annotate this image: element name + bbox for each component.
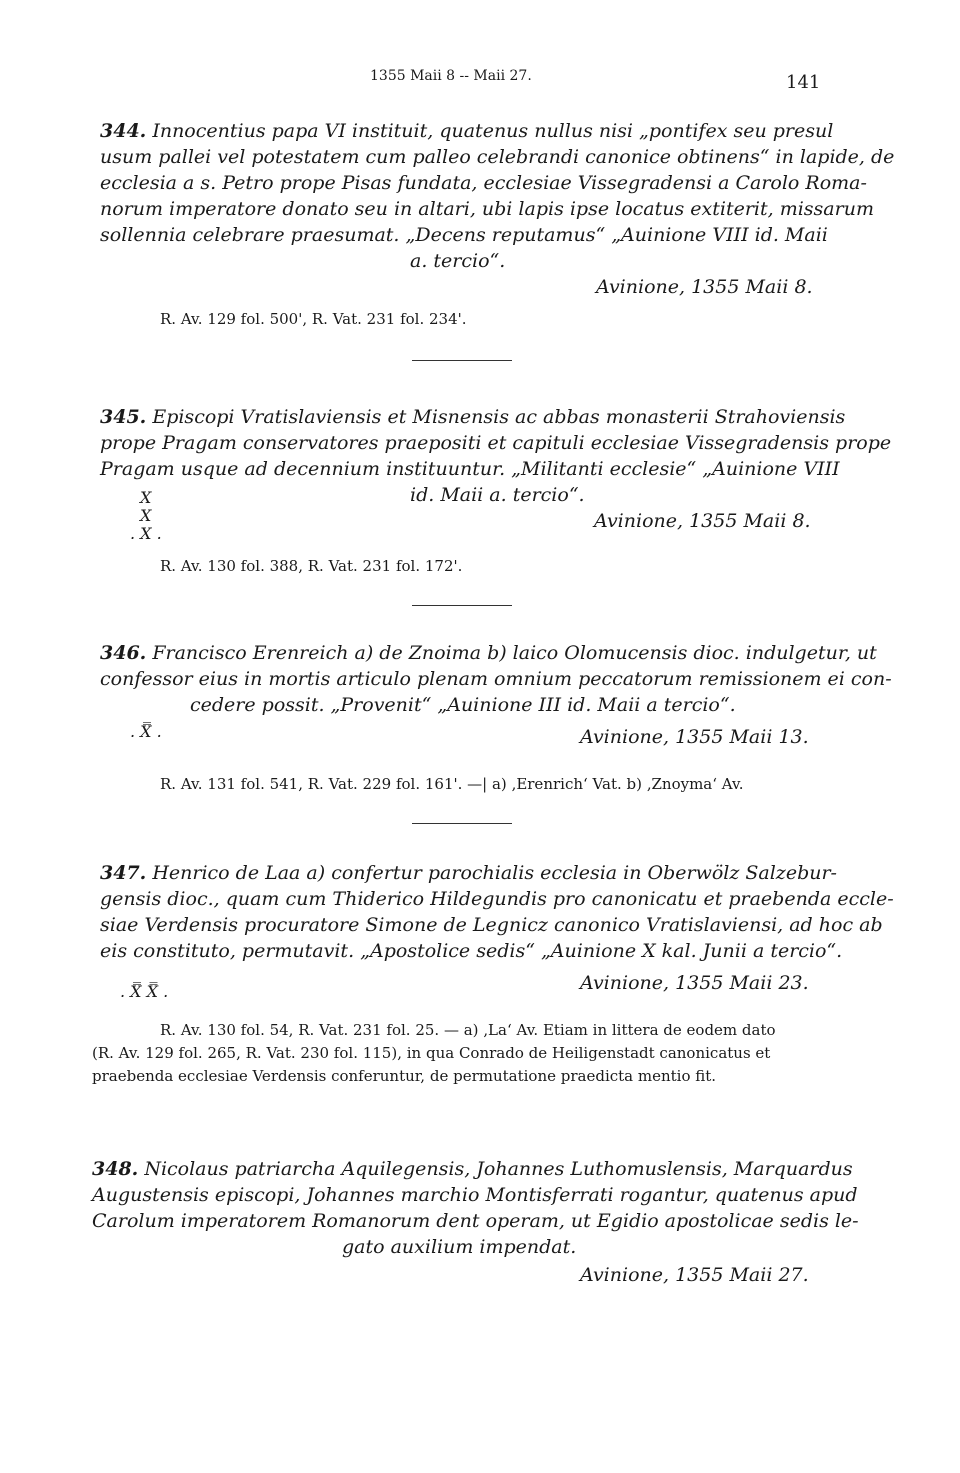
running-title: 1355 Maii 8 -- Maii 27. xyxy=(370,68,532,84)
entry-345-sources: R. Av. 130 fol. 388, R. Vat. 231 fol. 172'. xyxy=(160,557,463,575)
entry-344-line-5: sollennia celebrare praesumat. „Decens reputamus“ „Auinione VIII id. Maii xyxy=(100,224,828,246)
entry-346-line-1: 346. Francisco Erenreich a) de Znoima b) laico Olomucensis dioc. indulgetur, ut xyxy=(100,642,877,664)
entry-number: 348. xyxy=(92,1158,139,1180)
separator-rule xyxy=(412,605,512,606)
marginal-mark: X xyxy=(140,488,152,507)
entry-347-sources-line-2: (R. Av. 129 fol. 265, R. Vat. 230 fol. 115), in qua Conrado de Heiligenstadt canonicatus et xyxy=(92,1044,771,1062)
entry-344-line-2: usum pallei vel potestatem cum palleo celebrandi canonice obtinens“ in lapide, de xyxy=(100,146,895,168)
entry-number: 347. xyxy=(100,862,147,884)
entry-344-line-4: norum imperatore donato seu in altari, ubi lapis ipse locatus extiterit, missarum xyxy=(100,198,874,220)
entry-number: 346. xyxy=(100,642,147,664)
separator-rule xyxy=(412,823,512,824)
marginal-mark: X xyxy=(140,506,152,525)
entry-345-centered-line: id. Maii a. tercio“. xyxy=(410,484,585,506)
separator-rule xyxy=(412,360,512,361)
entry-345-line-3: Pragam usque ad decennium instituuntur. „Militanti ecclesie“ „Auinione VIII xyxy=(100,458,840,480)
marginal-mark: . X̿ X̿ . xyxy=(120,982,169,1001)
entry-347-line-1: 347. Henrico de Laa a) confertur parochialis ecclesia in Oberwölz Salzebur- xyxy=(100,862,837,884)
entry-344-centered-line: a. tercio“. xyxy=(410,250,506,272)
entry-345-line-1: 345. Episcopi Vratislaviensis et Misnensis ac abbas monasterii Strahoviensis xyxy=(100,406,846,428)
entry-347-sources-line-3: praebenda ecclesiae Verdensis conferuntur, de permutatione praedicta mentio fit. xyxy=(92,1067,717,1085)
entry-347-line-4: eis constituto, permutavit. „Apostolice sedis“ „Auinione X kal. Junii a tercio“. xyxy=(100,940,843,962)
entry-348-line-2: Augustensis episcopi, Johannes marchio Montisferrati rogantur, quatenus apud xyxy=(92,1184,858,1206)
entry-number: 345. xyxy=(100,406,147,428)
entry-348-line-3: Carolum imperatorem Romanorum dent operam, ut Egidio apostolicae sedis le- xyxy=(92,1210,859,1232)
entry-344-sources: R. Av. 129 fol. 500', R. Vat. 231 fol. 234'. xyxy=(160,310,467,328)
entry-347-line-2: gensis dioc., quam cum Thiderico Hildegundis pro canonicatu et praebenda eccle- xyxy=(100,888,894,910)
entry-344-dateline: Avinione, 1355 Maii 8. xyxy=(596,276,813,298)
entry-346-centered-line: cedere possit. „Provenit“ „Auinione III id. Maii a tercio“. xyxy=(190,694,736,716)
entry-348-dateline: Avinione, 1355 Maii 27. xyxy=(580,1264,809,1286)
entry-345-dateline: Avinione, 1355 Maii 8. xyxy=(594,510,811,532)
marginal-mark: . X . xyxy=(130,524,162,543)
entry-347-line-3: siae Verdensis procuratore Simone de Legnicz canonico Vratislaviensi, ad hoc ab xyxy=(100,914,883,936)
entry-347-dateline: Avinione, 1355 Maii 23. xyxy=(580,972,809,994)
entry-347-sources-line-1: R. Av. 130 fol. 54, R. Vat. 231 fol. 25. — a) ‚La‘ Av. Etiam in littera de eodem dato xyxy=(160,1021,776,1039)
entry-346-sources: R. Av. 131 fol. 541, R. Vat. 229 fol. 161'. —| a) ‚Erenrich‘ Vat. b) ‚Znoyma‘ Av. xyxy=(160,775,744,793)
page-number: 141 xyxy=(786,72,821,93)
entry-346-line-2: confessor eius in mortis articulo plenam omnium peccatorum remissionem ei con- xyxy=(100,668,892,690)
entry-346-dateline: Avinione, 1355 Maii 13. xyxy=(580,726,809,748)
entry-348-centered-line: gato auxilium impendat. xyxy=(342,1236,577,1258)
marginal-mark: . X̿ . xyxy=(130,722,162,741)
entry-344-line-1: 344. Innocentius papa VI instituit, quatenus nullus nisi „pontifex seu presul xyxy=(100,120,834,142)
entry-345-line-2: prope Pragam conservatores praepositi et capituli ecclesiae Vissegradensis prope xyxy=(100,432,892,454)
entry-344-line-3: ecclesia a s. Petro prope Pisas fundata, ecclesiae Vissegradensi a Carolo Roma- xyxy=(100,172,867,194)
entry-348-line-1: 348. Nicolaus patriarcha Aquilegensis, Johannes Luthomuslensis, Marquardus xyxy=(92,1158,853,1180)
entry-number: 344. xyxy=(100,120,147,142)
